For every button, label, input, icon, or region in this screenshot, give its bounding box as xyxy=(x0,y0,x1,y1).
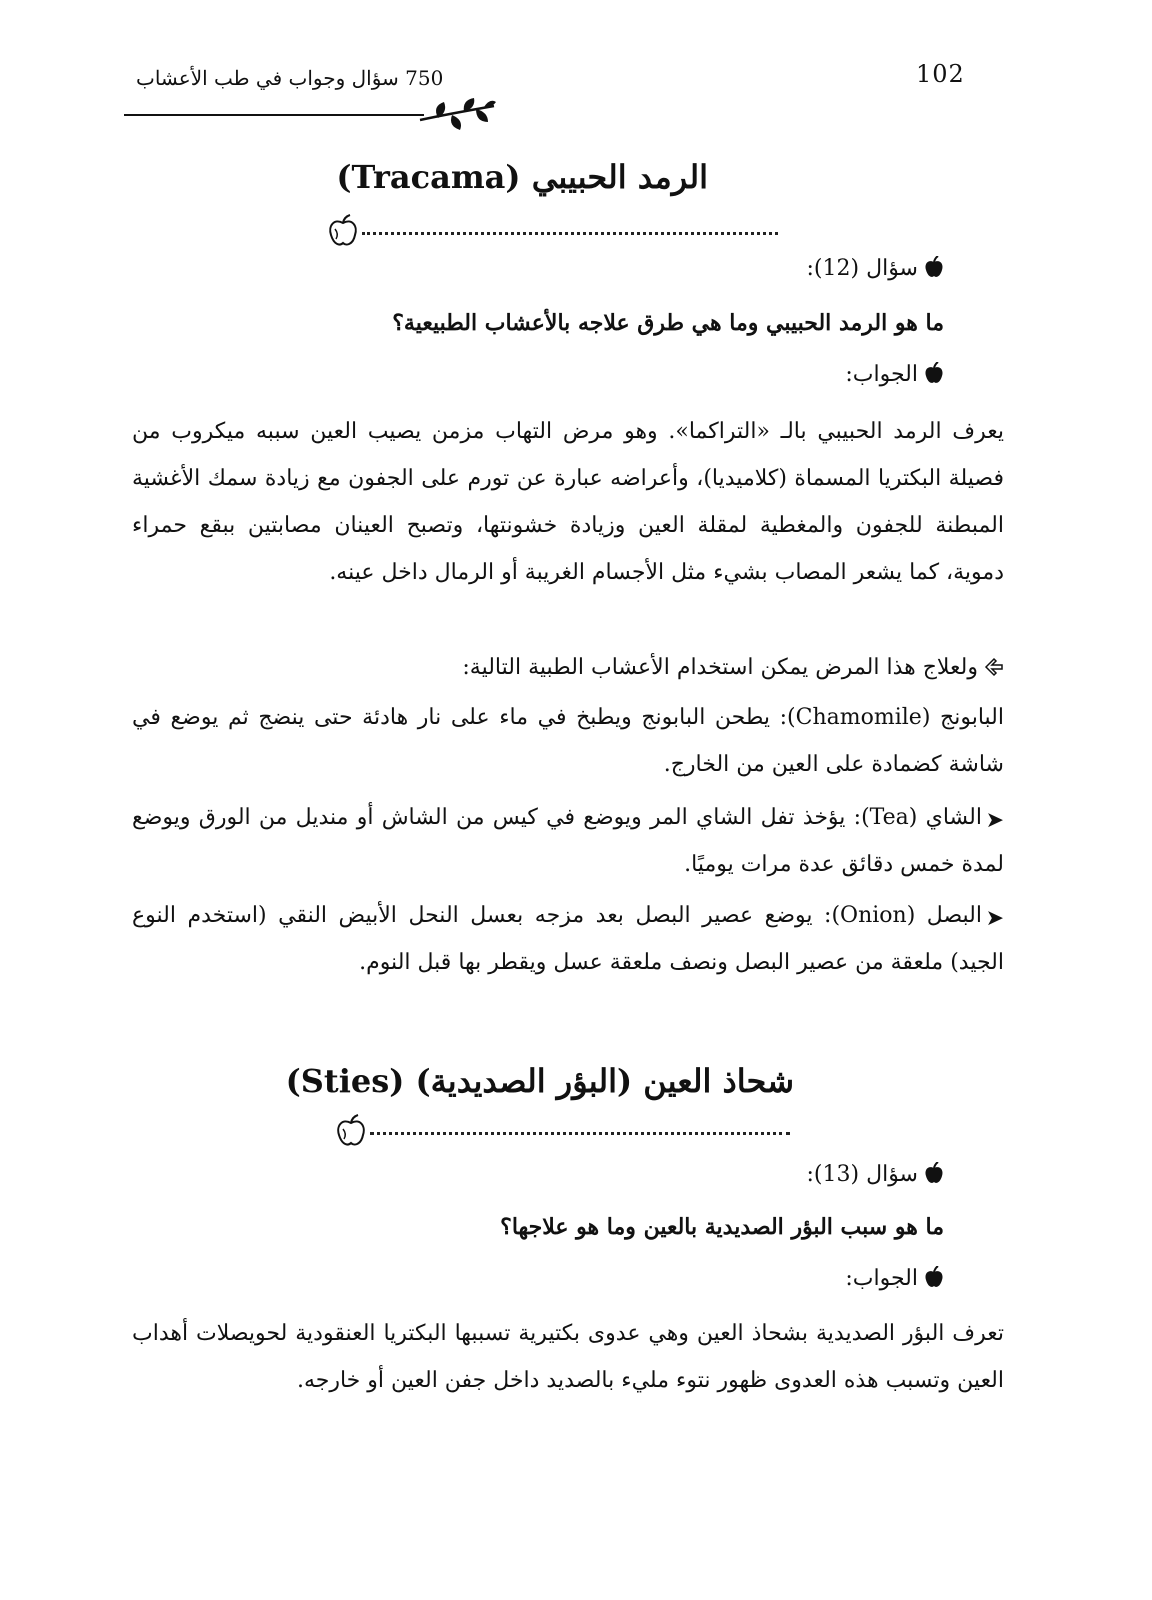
apple-bullet-icon xyxy=(924,256,944,278)
section-title-sties: شحاذ العين (البؤر الصديدية) (Sties) xyxy=(285,1062,794,1100)
answer-label-text: الجواب: xyxy=(845,362,918,387)
question-label xyxy=(807,256,944,281)
remedies-intro xyxy=(132,644,1004,691)
question-label-text: سؤال (12): xyxy=(806,256,918,281)
remedies-intro-text: ولعلاج هذا المرض يمكن استخدام الأعشاب الطبية التالية: xyxy=(462,655,978,680)
answer-label xyxy=(845,1266,944,1291)
apple-outline-icon xyxy=(334,1114,368,1148)
question-label-text: سؤال (13): xyxy=(806,1162,918,1187)
section-title-trachoma: الرمد الحبيبي (Tracama) xyxy=(336,158,708,196)
arrow-bullet-icon: ➤ xyxy=(985,906,1004,931)
remedy-tea xyxy=(132,794,1004,888)
remedy-tea-text: الشاي (Tea): يؤخذ تفل الشاي المر ويوضع في كيس من الشاش أو منديل من الورق ويوضع لمدة خمس دقائق عدة مرات يوميًا. xyxy=(132,805,1004,877)
leaf-ornament-icon xyxy=(418,96,496,136)
dotted-divider xyxy=(370,1132,790,1135)
apple-outline-icon xyxy=(326,214,360,248)
pointing-hand-icon xyxy=(984,655,1004,677)
answer-label xyxy=(845,362,944,387)
page-number: 102 xyxy=(916,60,965,88)
dotted-divider xyxy=(362,232,778,235)
remedy-onion xyxy=(132,892,1004,986)
running-header-title: 750 سؤال وجواب في طب الأعشاب xyxy=(136,66,444,90)
question-text: ما هو سبب البؤر الصديدية بالعين وما هو علاجها؟ xyxy=(500,1214,944,1240)
question-label xyxy=(807,1162,944,1187)
remedy-onion-text: البصل (Onion): يوضع عصير البصل بعد مزجه بعسل النحل الأبيض النقي (استخدم النوع الجيد) ملعقة من عصير البصل ونصف ملعقة عسل ويقطر بها قبل النوم. xyxy=(132,903,1004,975)
apple-bullet-icon xyxy=(924,1162,944,1184)
question-text: ما هو الرمد الحبيبي وما هي طرق علاجه بالأعشاب الطبيعية؟ xyxy=(392,310,944,336)
apple-bullet-icon xyxy=(924,362,944,384)
arrow-bullet-icon: ➤ xyxy=(985,808,1004,833)
header-rule xyxy=(124,114,424,116)
answer-paragraph: تعرف البؤر الصديدية بشحاذ العين وهي عدوى بكتيرية تسببها البكتريا العنقودية لحويصلات أهداب العين وتسبب هذه العدوى ظهور نتوء مليء بالصديد داخل جفن العين أو خارجه. xyxy=(132,1321,1004,1393)
remedy-chamomile: البابونج (Chamomile): يطحن البابونج ويطبخ في ماء على نار هادئة حتى ينضج ثم يوضع في شاشة كضمادة على العين من الخارج. xyxy=(132,705,1004,777)
answer-label-text: الجواب: xyxy=(845,1266,918,1291)
answer-paragraph: يعرف الرمد الحبيبي بالـ «التراكما». وهو مرض التهاب مزمن يصيب العين سببه ميكروب من فصيلة البكتريا المسماة (كلاميديا)، وأعراضه عبارة عن تورم على الجفون مع زيادة سمك الأغشية المبطنة للجفون والمغطية لمقلة العين وزيادة خشونتها، وتصبح العينان مصابتين ببقع حمراء دموية، كما يشعر المصاب بشيء مثل الأجسام الغريبة أو الرمال داخل عينه. xyxy=(132,419,1004,585)
apple-bullet-icon xyxy=(924,1266,944,1288)
